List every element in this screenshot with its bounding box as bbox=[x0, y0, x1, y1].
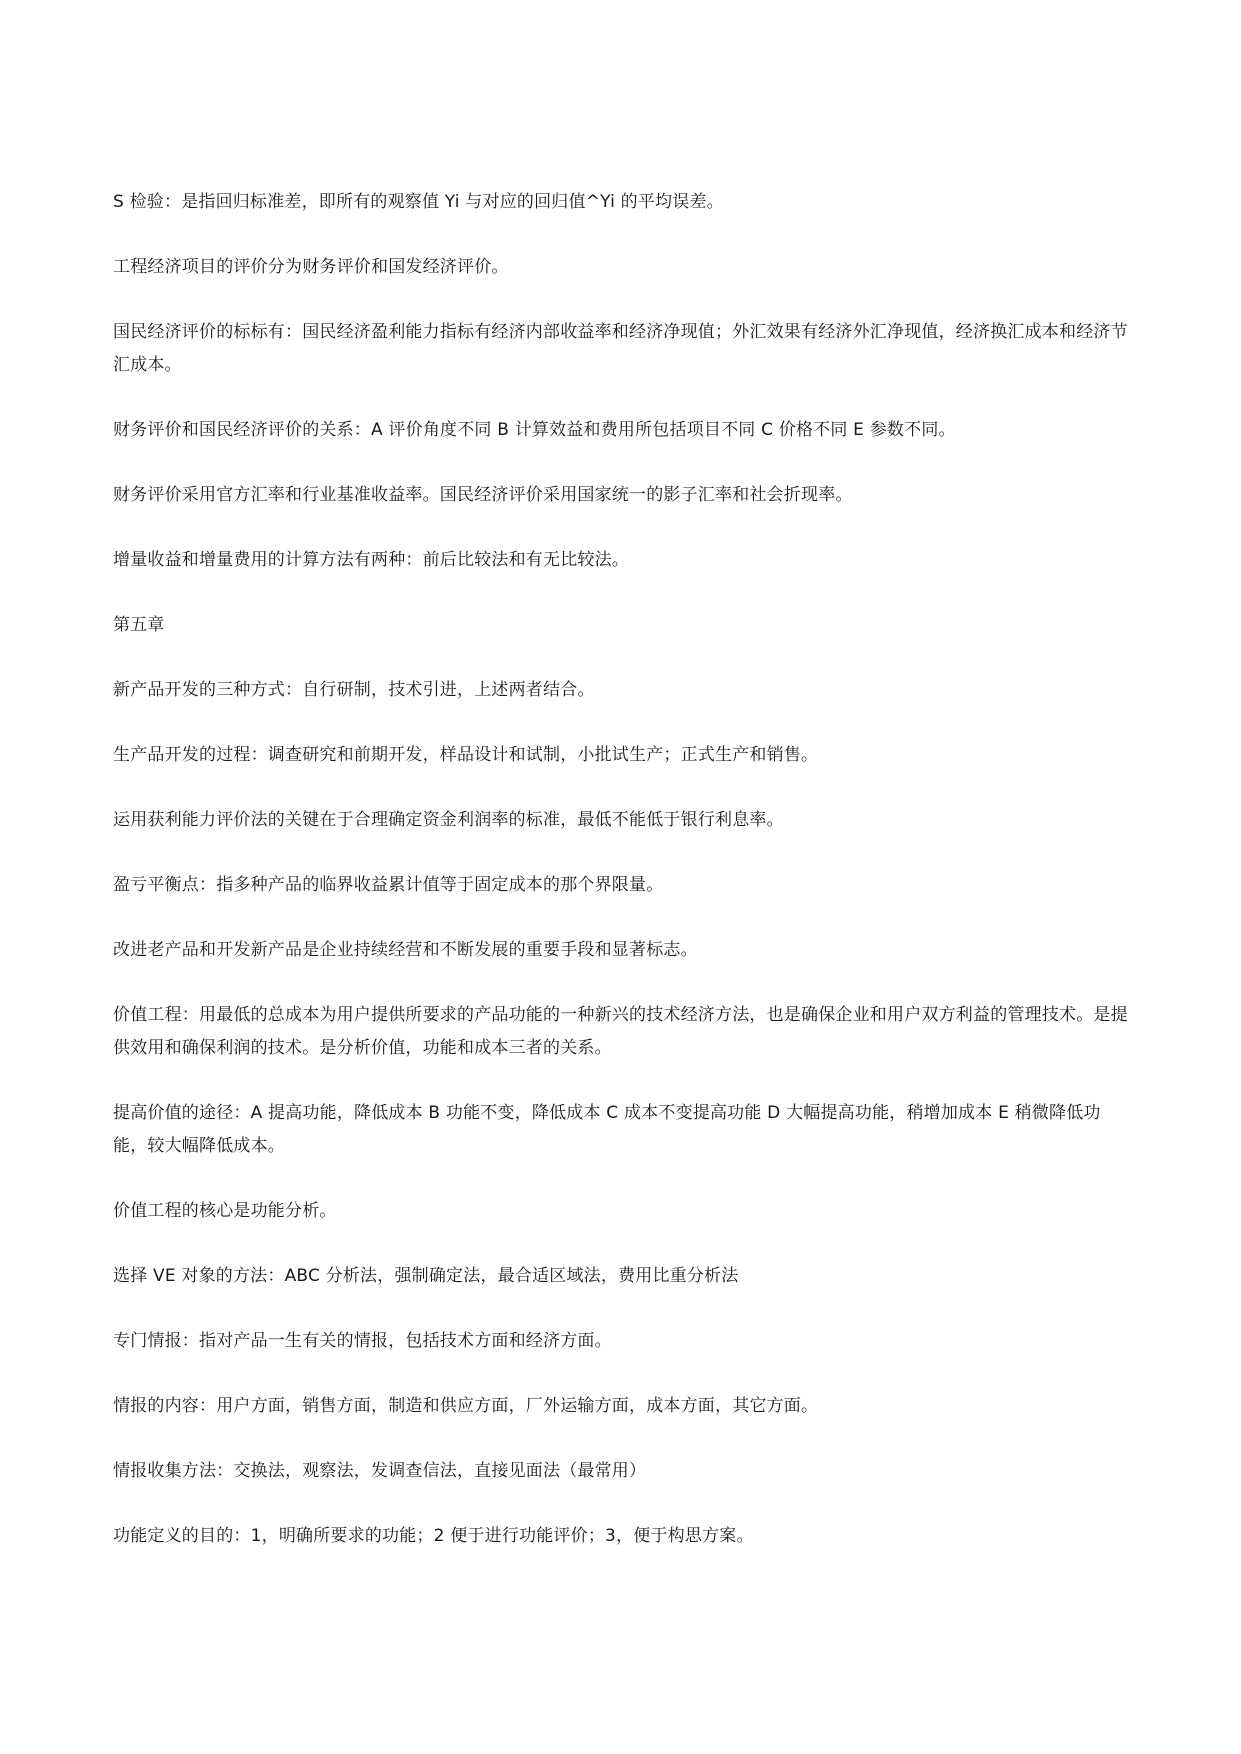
paragraph-development-process: 生产品开发的过程：调查研究和前期开发，样品设计和试制，小批试生产；正式生产和销售。 bbox=[113, 745, 819, 765]
paragraph-incremental-methods: 增量收益和增量费用的计算方法有两种：前后比较法和有无比较法。 bbox=[113, 550, 629, 570]
paragraph-product-improvement: 改进老产品和开发新产品是企业持续经营和不断发展的重要手段和显著标志。 bbox=[113, 940, 698, 960]
paragraph-function-definition: 功能定义的目的：1，明确所要求的功能；2 便于进行功能评价；3，便于构思方案。 bbox=[113, 1526, 754, 1546]
paragraph-profitability-key: 运用获利能力评价法的关键在于合理确定资金利润率的标准，最低不能低于银行利息率。 bbox=[113, 810, 784, 830]
paragraph-value-engineering: 价值工程：用最低的总成本为用户提供所要求的产品功能的一种新兴的技术经济方法，也是确保企业和用户双方利益的管理技术。是提供效用和确保利润的技术。是分析价值，功能和成本三者的关系。 bbox=[113, 1005, 1128, 1058]
paragraph-s-test: S 检验：是指回归标准差，即所有的观察值 Yi 与对应的回归值^Yi 的平均误差。 bbox=[113, 192, 724, 212]
paragraph-value-improvement: 提高价值的途径：A 提高功能，降低成本 B 功能不变，降低成本 C 成本不变提高功能 D 大幅提高功能，稍增加成本 E 稍微降低功能，较大幅降低成本。 bbox=[113, 1103, 1101, 1156]
paragraph-information-content: 情报的内容：用户方面，销售方面，制造和供应方面，厂外运输方面，成本方面，其它方面。 bbox=[113, 1396, 819, 1416]
paragraph-ve-core: 价值工程的核心是功能分析。 bbox=[113, 1201, 337, 1221]
chapter-heading: 第五章 bbox=[113, 615, 165, 635]
paragraph-exchange-rates: 财务评价采用官方汇率和行业基准收益率。国民经济评价采用国家统一的影子汇率和社会折现率。 bbox=[113, 485, 853, 505]
paragraph-special-information: 专门情报：指对产品一生有关的情报，包括技术方面和经济方面。 bbox=[113, 1331, 612, 1351]
paragraph-new-product-methods: 新产品开发的三种方式：自行研制，技术引进，上述两者结合。 bbox=[113, 680, 595, 700]
paragraph-evaluation-relationship: 财务评价和国民经济评价的关系：A 评价角度不同 B 计算效益和费用所包括项目不同 C 价格不同 E 参数不同。 bbox=[113, 420, 956, 440]
paragraph-ve-object-selection: 选择 VE 对象的方法：ABC 分析法，强制确定法，最合适区域法，费用比重分析法 bbox=[113, 1266, 739, 1286]
paragraph-evaluation-types: 工程经济项目的评价分为财务评价和国发经济评价。 bbox=[113, 257, 509, 277]
document-body bbox=[113, 186, 1133, 1585]
paragraph-national-indicators: 国民经济评价的标标有：国民经济盈利能力指标有经济内部收益率和经济净现值；外汇效果有经济外汇净现值，经济换汇成本和经济节汇成本。 bbox=[113, 322, 1128, 375]
paragraph-information-collection: 情报收集方法：交换法，观察法，发调查信法，直接见面法（最常用） bbox=[113, 1461, 647, 1481]
paragraph-break-even: 盈亏平衡点：指多种产品的临界收益累计值等于固定成本的那个界限量。 bbox=[113, 875, 664, 895]
